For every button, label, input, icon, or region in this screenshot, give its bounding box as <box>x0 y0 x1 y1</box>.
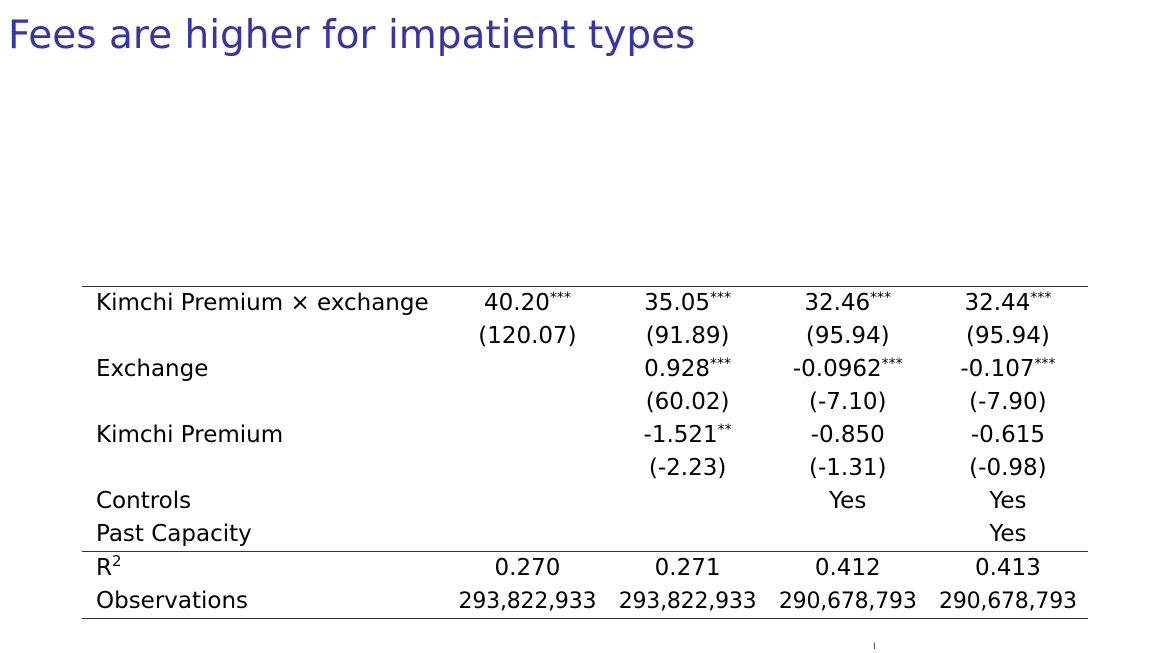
cell-value: 40.20 <box>484 290 550 316</box>
cell-value: Yes <box>829 488 867 514</box>
indicator-cell <box>608 518 768 552</box>
tstat-cell <box>768 452 928 485</box>
coef-cell <box>928 353 1088 386</box>
table-row-kimchi-premium-tstat <box>82 452 1088 485</box>
significance-stars: *** <box>710 290 732 306</box>
cell-value: Yes <box>989 488 1027 514</box>
tstat-cell <box>447 386 607 419</box>
coef-cell <box>768 353 928 386</box>
stat-cell: 0.412 <box>768 552 928 586</box>
row-label <box>82 320 447 353</box>
table-row-kimchi-premium <box>82 419 1088 452</box>
stat-cell: 293,822,933 <box>608 585 768 619</box>
cell-value: -0.615 <box>970 422 1045 448</box>
significance-stars: *** <box>881 356 903 372</box>
significance-stars: *** <box>1030 290 1052 306</box>
stat-cell: 293,822,933 <box>447 585 607 619</box>
cell-value: -1.521 <box>643 422 718 448</box>
coef-cell <box>768 287 928 321</box>
tstat-cell <box>608 320 768 353</box>
cell-value: 35.05 <box>644 290 711 316</box>
indicator-cell <box>768 518 928 552</box>
table-row-r-squared <box>82 552 1088 586</box>
significance-stars: *** <box>549 290 571 306</box>
row-label: Controls <box>96 488 192 514</box>
stat-cell: 0.271 <box>608 552 768 586</box>
tstat-cell <box>768 386 928 419</box>
table-row-past-capacity <box>82 518 1088 552</box>
indicator-cell <box>768 485 928 518</box>
coef-cell <box>447 353 607 386</box>
cell-value: (-0.98) <box>969 455 1047 481</box>
cell-value: (95.94) <box>966 323 1050 349</box>
cell-value: -0.0962 <box>792 356 882 382</box>
r-squared-superscript: 2 <box>111 552 122 570</box>
stat-cell: 0.413 <box>928 552 1088 586</box>
row-label: Observations <box>82 585 447 619</box>
cell-value: (95.94) <box>805 323 890 349</box>
significance-stars: *** <box>870 290 892 306</box>
tstat-cell <box>608 452 768 485</box>
row-label <box>82 552 447 586</box>
tstat-cell <box>608 386 768 419</box>
tstat-cell <box>768 320 928 353</box>
cell-value: 0.928 <box>644 356 711 382</box>
cell-value: (60.02) <box>645 389 730 415</box>
coef-cell <box>928 419 1088 452</box>
tstat-cell <box>447 452 607 485</box>
cell-value: (-2.23) <box>648 455 727 481</box>
regression-table <box>82 286 1088 619</box>
table-row-exchange <box>82 353 1088 386</box>
tstat-cell <box>447 320 607 353</box>
cell-value: (120.07) <box>478 323 577 349</box>
text-cursor-icon: I <box>873 642 876 652</box>
r-squared-label: R <box>96 555 112 581</box>
table-row-kimchi-x-exchange <box>82 287 1088 321</box>
cell-value: (-1.31) <box>809 455 887 481</box>
coef-cell <box>768 419 928 452</box>
row-label <box>82 452 447 485</box>
coef-cell <box>608 287 768 321</box>
tstat-cell <box>928 452 1088 485</box>
significance-stars: ** <box>717 422 732 438</box>
cell-value: (91.89) <box>645 323 730 349</box>
cell-value: (-7.90) <box>969 389 1047 415</box>
table-row-kimchi-x-exchange-tstat <box>82 320 1088 353</box>
cell-value: Yes <box>989 521 1027 547</box>
cell-value: -0.107 <box>960 356 1035 382</box>
indicator-cell <box>447 518 607 552</box>
row-label: Kimchi Premium × exchange <box>82 287 447 321</box>
row-label <box>82 386 447 419</box>
slide-title: Fees are higher for impatient types <box>8 13 696 58</box>
stat-cell: 290,678,793 <box>928 585 1088 619</box>
coef-cell <box>928 287 1088 321</box>
indicator-cell <box>608 485 768 518</box>
coef-cell <box>447 287 607 321</box>
stat-cell: 0.270 <box>447 552 607 586</box>
table-row-controls <box>82 485 1088 518</box>
table-row-observations <box>82 585 1088 619</box>
row-label: Kimchi Premium <box>96 422 284 448</box>
indicator-cell <box>928 485 1088 518</box>
tstat-cell <box>928 320 1088 353</box>
significance-stars: *** <box>1034 356 1056 372</box>
tstat-cell <box>928 386 1088 419</box>
row-label: Exchange <box>96 356 209 382</box>
stat-cell: 290,678,793 <box>768 585 928 619</box>
regression-table-body <box>82 287 1088 619</box>
indicator-cell <box>928 518 1088 552</box>
coef-cell <box>608 419 768 452</box>
indicator-cell <box>447 485 607 518</box>
coef-cell <box>447 419 607 452</box>
cell-value: -0.850 <box>810 422 885 448</box>
significance-stars: *** <box>710 356 732 372</box>
table-row-exchange-tstat <box>82 386 1088 419</box>
row-label: Past Capacity <box>96 521 252 547</box>
cell-value: 32.44 <box>964 290 1031 316</box>
cell-value: (-7.10) <box>809 389 887 415</box>
coef-cell <box>608 353 768 386</box>
cell-value: 32.46 <box>804 290 871 316</box>
